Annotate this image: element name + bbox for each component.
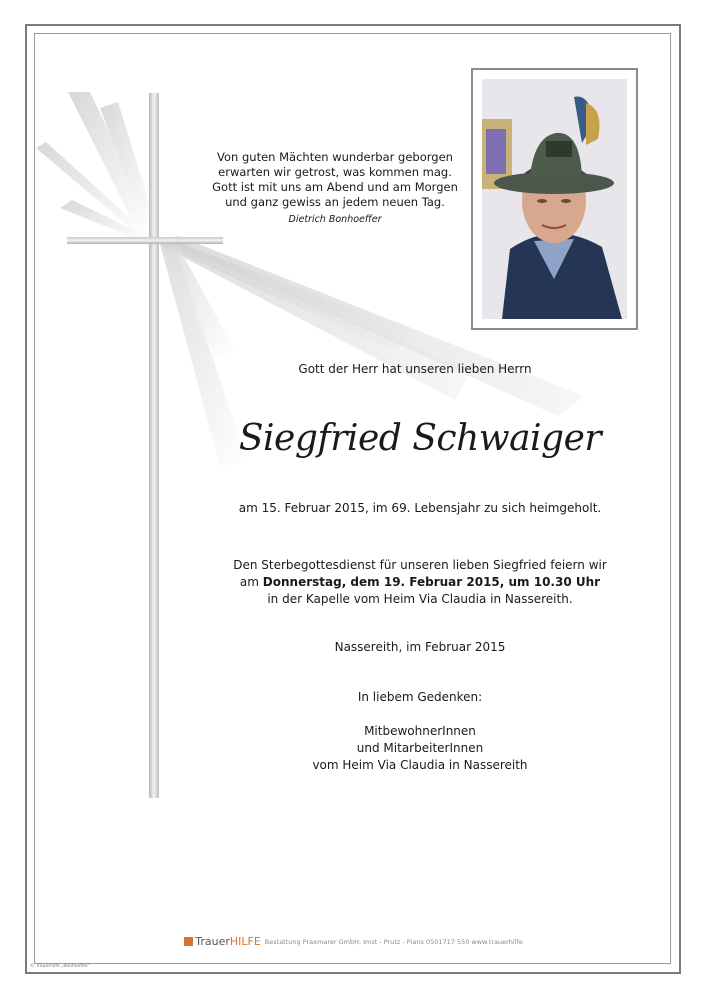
signer-line: MitbewohnerInnen: [364, 724, 476, 738]
service-date-time: Donnerstag, dem 19. Februar 2015, um 10.30 Uhr: [262, 575, 601, 589]
service-line-3: in der Kapelle vom Heim Via Claudia in Nassereith.: [267, 592, 573, 606]
deceased-name: Siegfried Schwaiger: [238, 418, 602, 459]
poem-author: Dietrich Bonhoeffer: [288, 214, 382, 225]
signer-line: und MitarbeiterInnen: [356, 741, 484, 755]
copyright-note: © Trauerhilfe „Bonhoeffer“: [30, 964, 91, 969]
in-memory-heading: In liebem Gedenken:: [357, 690, 483, 704]
footer-brand: TrauerHILFE: [195, 935, 261, 948]
signers: [270, 723, 570, 774]
death-notice: am 15. Februar 2015, im 69. Lebensjahr zu sich heimgeholt.: [238, 501, 602, 515]
service-details: [200, 557, 640, 608]
trauerhilfe-logo-icon: [184, 937, 193, 946]
service-line-2-prefix: am: [239, 575, 263, 589]
poem: [200, 150, 470, 210]
portrait-photo: [482, 79, 627, 319]
footer: [0, 935, 707, 948]
portrait-frame: [471, 68, 638, 330]
cross-vertical-beam: [149, 93, 159, 798]
cross-horizontal-beam: [67, 237, 223, 244]
intro-text: Gott der Herr hat unseren lieben Herrn: [298, 362, 532, 376]
poem-line: Von guten Mächten wunderbar geborgen: [217, 150, 453, 164]
place-date: Nassereith, im Februar 2015: [334, 640, 506, 654]
poem-line: Gott ist mit uns am Abend und am Morgen: [212, 180, 458, 194]
service-line-1: Den Sterbegottesdienst für unseren lieben Siegfried feiern wir: [233, 558, 607, 572]
poem-line: und ganz gewiss an jedem neuen Tag.: [225, 195, 445, 209]
poem-line: erwarten wir getrost, was kommen mag.: [218, 165, 452, 179]
signer-line: vom Heim Via Claudia in Nassereith: [312, 758, 528, 772]
footer-info: Bestattung Praxmarer GmbH, Imst - Prutz - Pians 0501717 550 www.trauerhilfe: [264, 937, 523, 946]
